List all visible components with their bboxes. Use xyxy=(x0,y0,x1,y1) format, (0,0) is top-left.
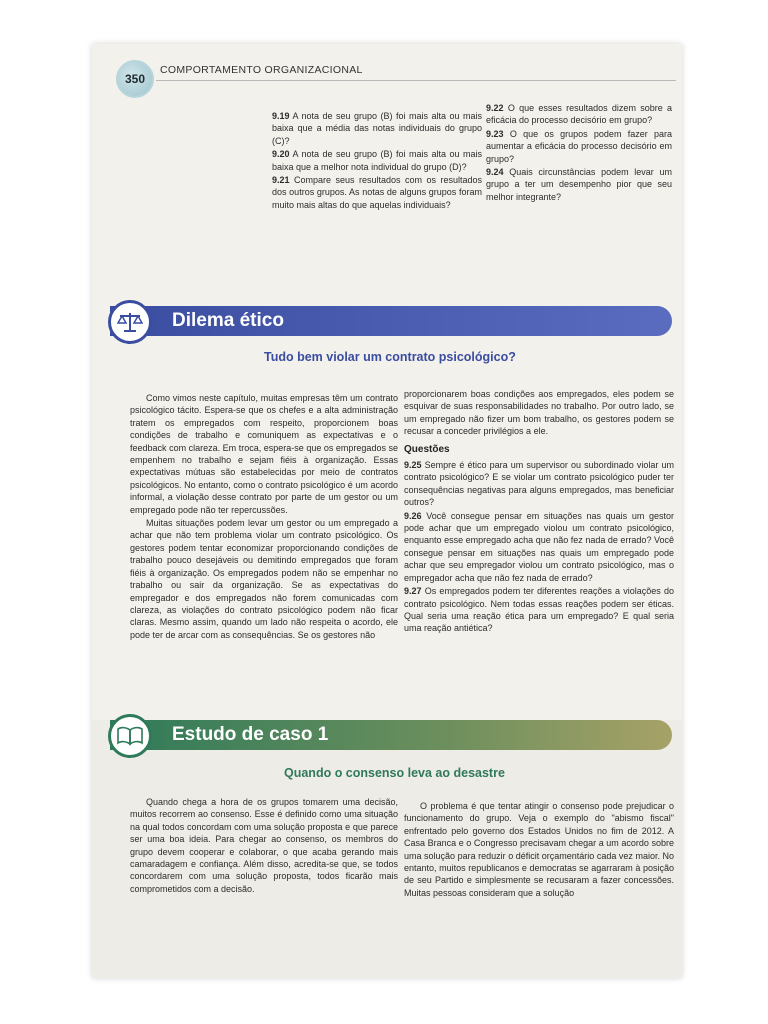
case-left-column xyxy=(130,796,398,896)
question-9-22: 9.22 O que esses resultados dizem sobre a eficácia do processo decisório em grupo? xyxy=(486,103,672,126)
dilema-etico-title: Dilema ético xyxy=(172,310,284,331)
question-9-25: 9.25 Sempre é ético para um supervisor ou subordinado violar um contrato psicológico? E se violar um contrato psicológico puder ter consequências negativas para alguns empregados, mas beneficiar outros? xyxy=(404,460,674,508)
question-9-20: 9.20 A nota de seu grupo (B) foi mais alta ou mais baixa que a melhor nota individual do grupo (D)? xyxy=(272,149,482,172)
dilema-subtitle: Tudo bem violar um contrato psicológico? xyxy=(264,350,516,364)
question-9-21: 9.21 Compare seus resultados com os resultados dos outros grupos. As notas de alguns grupos foram muito mais altas do que aquelas individuais? xyxy=(272,175,482,210)
question-9-26: 9.26 Você consegue pensar em situações nas quais um gestor pode achar que um empregado violou um contrato psicológico, enquanto esse empregado acha que não fez nada de errado? Você consegue pensar em situações nas quais um empregado pode achar que seu empregador violou um contrato psicológico, mas o empregador acha que não fez nada de errado? xyxy=(404,510,674,583)
question-9-24: 9.24 Quais circunstâncias podem levar um grupo a ter um desempenho pior que seu melhor integrante? xyxy=(486,167,672,202)
open-book-icon xyxy=(108,714,152,758)
case-subtitle: Quando o consenso leva ao desastre xyxy=(284,766,505,780)
case-paragraph-right: O problema é que tentar atingir o consenso pode prejudicar o funcionamento do grupo. Veja o exemplo do "abismo fiscal" enfrentado pelo governo dos Estados Unidos no fim de 2012. A Casa Branca e o Congresso precisavam chegar a um acordo sobre uma solução para reduzir o déficit orçamentário cada vez maior. No entanto, muitos republicanos e democratas se agarraram à posição de seu Partido e simplesmente se recusaram a fazer concessões. Muitas pessoas consideram que a solução xyxy=(404,801,674,898)
estudo-de-caso-banner xyxy=(110,720,672,750)
dilema-paragraph-2: Muitas situações podem levar um gestor ou um empregado a achar que não tem problema violar um contrato psicológico. Os gestores podem tentar economizar proporcionando condições de trabalho pouco desejáveis ou demitindo empregados que foram fiéis à organização. Os empregados podem não se empenhar no trabalho ou sair da organização. Se as expectativas do empregador e dos empregados não forem comunicadas com clareza, as violações do contrato psicológico podem não ficar claras. Mesmo assim, quando um lado não respeita o acordo, ele pode ter de arcar com as consequências. Se os gestores não xyxy=(130,518,398,640)
scales-icon xyxy=(108,300,152,344)
running-head: COMPORTAMENTO ORGANIZACIONAL xyxy=(160,64,363,76)
dilema-etico-banner xyxy=(110,306,672,336)
case-paragraph-left: Quando chega a hora de os grupos tomarem uma decisão, muitos recorrem ao consenso. Esse é definido como uma situação na qual todos concordam com uma solução proposta e que parece ser uma boa ideia. Para chegar ao consenso, os membros do grupo devem cooperar e colaborar, o que acaba gerando mais camaradagem e confiança. Além disso, acredita-se que, se todos concordarem com uma solução proposta, todos ficarão mais comprometidos com a decisão. xyxy=(130,797,398,894)
top-questions-right xyxy=(486,102,672,204)
dilema-right-intro: proporcionarem boas condições aos empregados, eles podem se esquivar de suas responsabilidades no trabalho. Por outro lado, se um empregado não fizer um bom trabalho, os gestores podem se recusar a conceder privilégios a ele. xyxy=(404,389,674,437)
dilema-paragraph-1: Como vimos neste capítulo, muitas empresas têm um contrato psicológico tácito. Espera-se que os chefes e a alta administração tratem os empregados com respeito, proporcionem boas condições de trabalho e comuniquem as expectativas e o feedback com clareza. Em troca, espera-se que os empregados se empenhem no trabalho e sejam fiéis à organização. Essas expectativas mútuas são estabelecidas por meio de contratos psicológicos. No entanto, como o contrato psicológico é um acordo informal, a violação desse contrato por parte de um gestor ou um empregado pode não ter repercussões. xyxy=(130,393,398,515)
question-9-19: 9.19 A nota de seu grupo (B) foi mais alta ou mais baixa que a média das notas individuais do grupo (C)? xyxy=(272,111,482,146)
running-head-rule xyxy=(156,80,676,81)
top-questions-left xyxy=(272,110,482,212)
estudo-de-caso-title: Estudo de caso 1 xyxy=(172,724,329,745)
case-right-column xyxy=(404,800,674,900)
dilema-right-column xyxy=(404,388,674,636)
question-9-27: 9.27 Os empregados podem ter diferentes reações a violações do contrato psicológico. Nem todas essas reações podem ser éticas. Qual seria uma reação ética para um empregado? E qual seria uma reação antiética? xyxy=(404,586,674,634)
book-page xyxy=(92,44,682,978)
questions-heading: Questões xyxy=(404,443,450,455)
dilema-left-column xyxy=(130,392,398,642)
page-number-badge: 350 xyxy=(116,60,154,98)
question-9-23: 9.23 O que os grupos podem fazer para aumentar a eficácia do processo decisório em grupo? xyxy=(486,128,672,164)
